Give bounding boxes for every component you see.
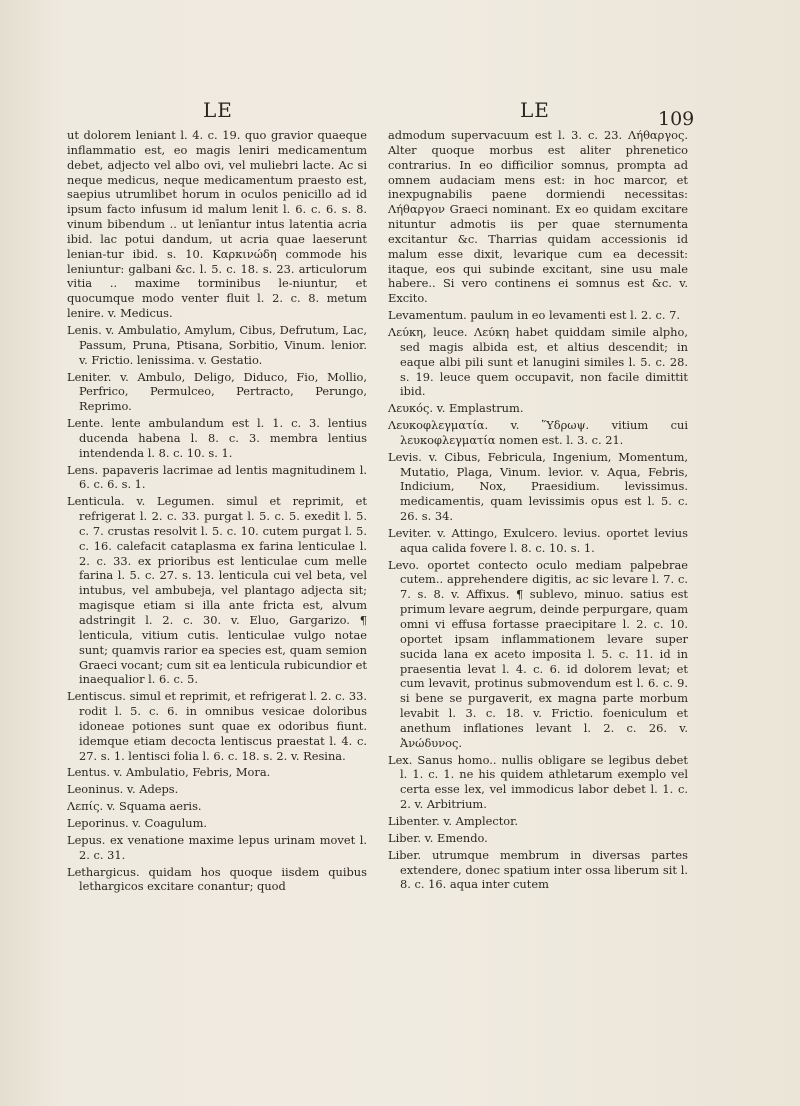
continued-entry: ut dolorem leniant l. 4. c. 19. quo gravior quaeque inflammatio est, eo magis leniri medicamentum debet, adjecto vel albo ovi, vel muliebri lacte. Ac si neque medicus, neque medicamentum praesto est, saepius utrumlibet horum in oculos penicillo ad id ipsum facto infusum id malum lenit l. 6. c. 6. s. 8. vinum bibendum .. ut lenīantur intus latentia acria ibid. lac potui dandum, ut acria quae laeserunt lenian-tur ibid. s. 10. Καρκινώδη commode his leniuntur: galbani &c. l. 5. c. 18. s. 23. articulorum vitia .. maxime torminibus le-niuntur, et quocumque modo venter fluit l. 2. c. 8. metum lenire. v. Medicus. (67, 128, 367, 321)
index-entry: Λευκός. v. Emplastrum. (388, 401, 524, 416)
running-head-left: LE (203, 98, 233, 122)
index-entry: Liber. v. Emendo. (388, 830, 488, 845)
index-entry: Lex. Sanus homo.. nullis obligare se legibus debet l. 1. c. 1. ne his quidem athletarum exemplo vel certa esse lex, vel immodicus labor debet l. 1. c. 2. v. Arbitrium. (388, 752, 688, 812)
right-column (388, 128, 688, 894)
index-entry: Levis. v. Cibus, Febricula, Ingenium, Momentum, Mutatio, Plaga, Vinum. levior. v. Aqua, Febris, Indicium, Nox, Praesidium. levissimus. medicamentis, quam levissimis opus est l. 5. c. 26. s. 34. (388, 449, 688, 524)
index-entry: Lente. lente ambulandum est l. 1. c. 3. lentius ducenda habena l. 8. c. 3. membra lentius intendenda l. 8. c. 10. s. 1. (67, 416, 367, 460)
left-column (67, 128, 367, 896)
index-entry: Lens. papaveris lacrimae ad lentis magnitudinem l. 6. c. 6. s. 1. (67, 462, 367, 492)
index-entry: Λεπίς. v. Squama aeris. (67, 799, 202, 814)
index-entry: Libenter. v. Amplector. (388, 813, 518, 828)
index-entry: Leniter. v. Ambulo, Deligo, Diduco, Fio, Mollio, Perfrico, Permulceo, Pertracto, Perungo, Reprimo. (67, 369, 367, 414)
index-entry: Λεύκη, leuce. Λεύκη habet quiddam simile alpho, sed magis albida est, et altius descendit; in eaque albi pili sunt et lanugini similes l. 5. c. 28. s. 19. leuce quem occupavit, non facile dimittit ibid. (388, 324, 688, 399)
continued-entry: admodum supervacuum est l. 3. c. 23. Λήθαργος. Alter quoque morbus est aliter phrenetico contrarius. In eo difficilior somnus, prompta ad omnem audaciam mens est: in hoc marcor, et inexpugnabilis paene dormiendi necessitas: Λήθαργον Graeci nominant. Ex eo quidam excitare nituntur admotis iis per quae sternumenta excitantur &c. Tharrias quidam accessionis id malum esse dixit, levarique cum ea decessit: itaque, eos qui subinde excitant, sine usu male habere.. Si vero continens ei somnus est &c. v. Excito. (388, 128, 688, 306)
index-entry: Leporinus. v. Coagulum. (67, 815, 208, 830)
index-entry: Levo. oportet contecto oculo mediam palpebrae cutem.. apprehendere digitis, ac sic levare l. 7. c. 7. s. 8. v. Affixus. ¶ sublevo, minuo. satius est primum levare aegrum, deinde perpurgare, quam omni vi effusa fortasse praecipitare l. 2. c. 10. oportet ipsam inflammationem levare super sucida lana ex aceto imposita l. 5. c. 11. id in praesentia levat l. 4. c. 6. id dolorem levat; et cum levavit, protinus submovendum est l. 6. c. 9. si bene se purgaverit, ex magna parte morbum levabit l. 3. c. 18. v. Frictio. foeniculum et anethum inflationes levant l. 2. c. 26. v. Ἀνώδυνος. (388, 557, 688, 750)
page-number: 109 (658, 108, 695, 130)
index-entry: Lethargicus. quidam hos quoque iisdem quibus lethargicos excitare conantur; quod (67, 864, 367, 894)
index-entry: Lepus. ex venatione maxime lepus urinam movet l. 2. c. 31. (67, 832, 367, 862)
index-entry: Liber. utrumque membrum in diversas partes extendere, donec spatium inter ossa liberum sit l. 8. c. 16. aqua inter cutem (388, 847, 688, 892)
index-entry: Levamentum. paulum in eo levamenti est l. 2. c. 7. (388, 308, 680, 323)
index-entry: Lenis. v. Ambulatio, Amylum, Cibus, Defrutum, Lac, Passum, Pruna, Ptisana, Sorbitio, Vinum. lenior. v. Frictio. lenissima. v. Gestatio. (67, 322, 367, 367)
index-entry: Lentiscus. simul et reprimit, et refrigerat l. 2. c. 33. rodit l. 5. c. 6. in omnibus vesicae doloribus idoneae potiones sunt quae ex odoribus fiunt. idemque etiam decocta lentiscus praestat l. 4. c. 27. s. 1. lentisci folia l. 6. c. 18. s. 2. v. Resina. (67, 689, 367, 763)
index-entry: Lenticula. v. Legumen. simul et reprimit, et refrigerat l. 2. c. 33. purgat l. 5. c. 5. exedit l. 5. c. 7. crustas resolvit l. 5. c. 10. cutem purgat l. 5. c. 16. calefacit cataplasma ex farina lenticulae l. 2. c. 33. ex prioribus est lenticulae cum melle farina l. 5. c. 27. s. 13. lenticula cui vel beta, vel intubus, vel ambubeja, vel plantago adjecta sit; magisque etiam si illa ante fricta est, alvum adstringit l. 2. c. 30. v. Eluo, Gargarizo. ¶ lenticula, vitium cutis. lenticulae vulgo notae sunt; quamvis rarior ea species est, quam semion Graeci vocant; cum sit ea lenticula rubicundior et inaequalior l. 6. c. 5. (67, 494, 367, 687)
index-entry: Leoninus. v. Adeps. (67, 782, 179, 797)
index-entry: Lentus. v. Ambulatio, Febris, Mora. (67, 765, 271, 780)
index-entry: Leviter. v. Attingo, Exulcero. levius. oportet levius aqua calida fovere l. 8. c. 10. s. 1. (388, 525, 688, 555)
index-entry: Λευκοφλεγματία. v. Ὕδρωψ. vitium cui λευκοφλεγματία nomen est. l. 3. c. 21. (388, 418, 688, 447)
running-head-right: LE (520, 98, 550, 122)
